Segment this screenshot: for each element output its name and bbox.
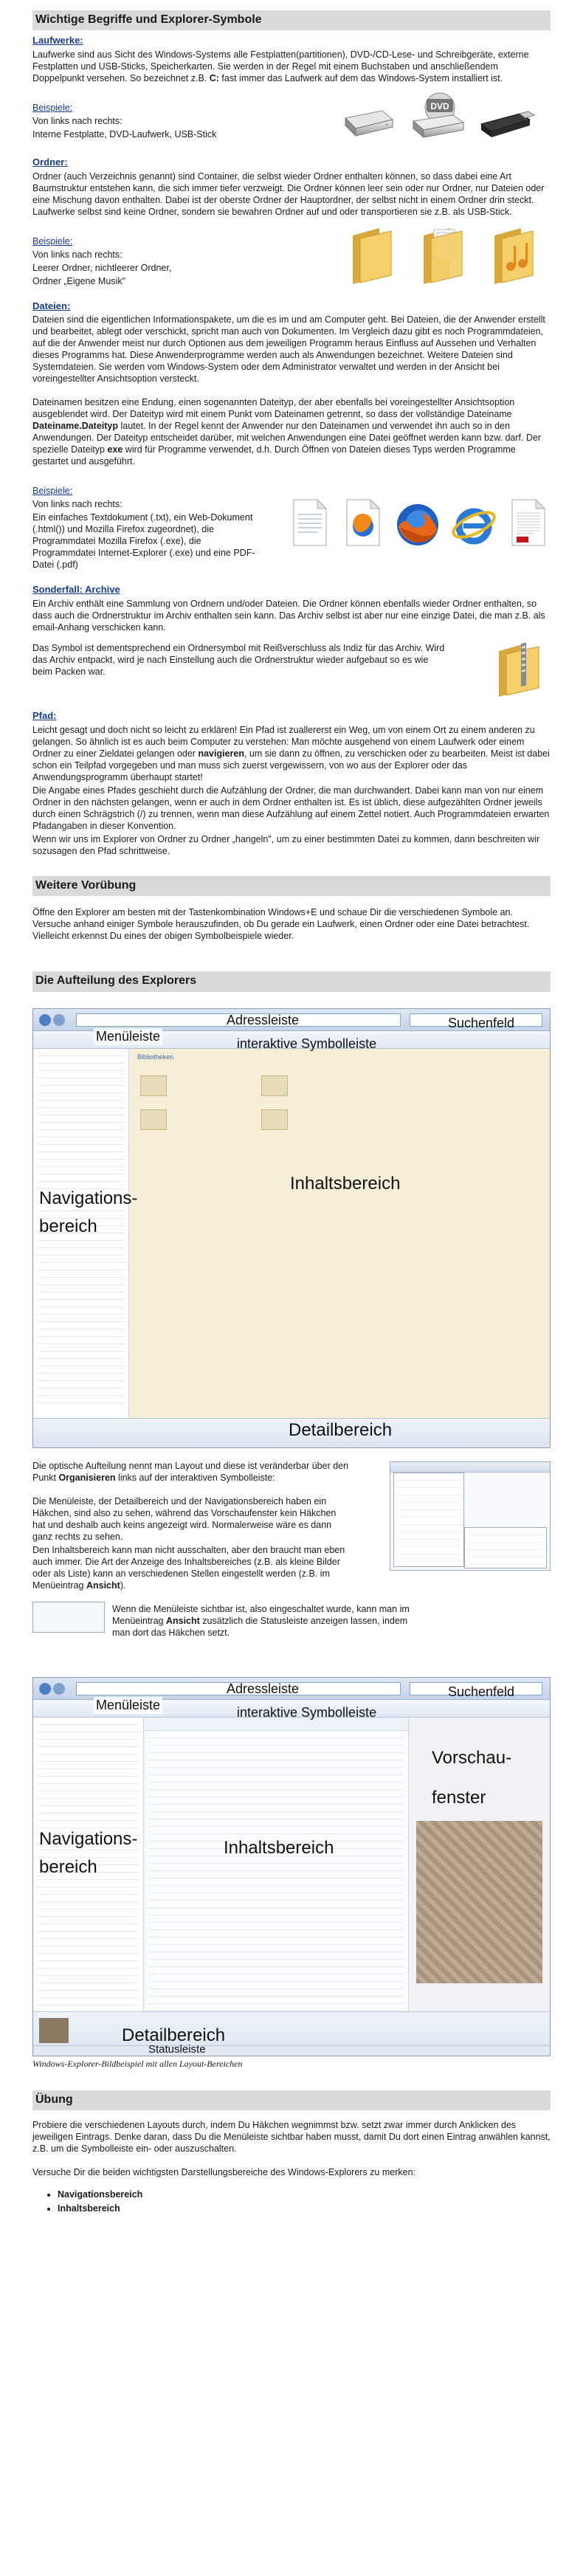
text-archive-2: Das Symbol ist dementsprechend ein Ordnersymbol mit Reißverschluss als Indiz für das Archiv. Wird das Archiv entpackt, wird je nach Einstellung auch die Ordnerstruktur wieder aufgebaut so es wie beim Packen war. <box>32 642 445 677</box>
statusleiste-row <box>32 1602 551 1639</box>
hard-drive-icon <box>338 99 397 143</box>
label-nav-line2: bereich <box>39 1216 97 1236</box>
label-nav-line1: Navigations- <box>39 1188 138 1208</box>
section-title-begriffe: Wichtige Begriffe und Explorer-Symbole <box>32 10 551 30</box>
label-adressleiste: Adressleiste <box>227 1681 300 1696</box>
dvd-label: DVD <box>430 101 449 112</box>
explorer-screenshot-1 <box>32 1008 551 1448</box>
example-line: Leerer Ordner, nichtleerer Ordner, <box>32 262 172 273</box>
ordner-example-row <box>32 225 551 287</box>
html-file-icon <box>341 497 385 548</box>
beispiele-label: Beispiele: <box>32 486 73 497</box>
library-icon <box>261 1109 288 1130</box>
text-ordner: Ordner (auch Verzeichnis genannt) sind Container, die selbst wieder Ordner enthalten können, so dass dabei eine Art Baumstruktur entstehen kann, die sich immer tiefer verzweigt. Die Ordner können leer sein oder nur Ordner, nur Dateien oder eine Mischung davon enthalten. Dabei ist der oberste Ordner der Hauptordner, der selbst nicht in einem Ordner drin steckt. Laufwerke selbst sind keine Ordner, sondern sie bewahren Ordner auf und oder transportieren sie z.B. als USB-Stick. <box>32 171 545 217</box>
ordner-example-text <box>32 225 276 287</box>
status-bar <box>33 2045 550 2056</box>
text-part: lautet. In der Regel kennt der Anwender nur den Dateinamen und verwendet ihn auch so in den Anwendungen. Der Dateityp entscheidet darüber, mit welchen Anwendungen eine Datei geöffnet werden kann bzw. darf. Der spezielle Dateityp <box>32 421 542 455</box>
forward-icon <box>53 1014 65 1026</box>
label-inhaltsbereich: Inhaltsbereich <box>224 1837 334 1858</box>
heading-ordner: Ordner: <box>32 156 68 168</box>
beispiele-label: Beispiele: <box>32 103 73 114</box>
heading-laufwerke: Laufwerke: <box>32 35 83 47</box>
ansicht-menu-thumbnail <box>32 1602 105 1633</box>
text-bold: Organisieren <box>58 1472 116 1483</box>
music-folder-icon <box>491 225 537 284</box>
section-title-vorübung: Weitere Vorübung <box>32 876 551 896</box>
text-aufteilung-3 <box>32 1544 350 1591</box>
label-nav-line1: Navigations- <box>39 1828 138 1849</box>
nonempty-folder-icon <box>421 225 466 284</box>
content-heading: Bibliotheken <box>137 1053 174 1061</box>
internet-explorer-icon <box>450 501 497 548</box>
example-line: Ordner „Eigene Musik" <box>32 275 126 286</box>
label-vorschau-line2: fenster <box>432 1787 486 1808</box>
content-pane <box>130 1049 550 1418</box>
screenshot-caption: Windows-Explorer-Bildbeispiel mit allen Layout-Bereichen <box>32 2058 243 2069</box>
layout-submenu <box>464 1527 547 1568</box>
label-symbolleiste: interaktive Symbolleiste <box>237 1036 377 1051</box>
text-part: , um sie dann zu öffnen, zu verschicken oder zu bearbeiten. Meist ist dabei schon ein Teilpfad vorgegeben und man muss sich zuerst vergewissern, von wo aus der Explorer oder das Anwendungsprogramm überhaupt startet! <box>32 748 550 782</box>
text-aufteilung-4 <box>112 1603 422 1639</box>
laufwerke-example-text <box>32 92 276 140</box>
label-vorschau-line1: Vorschau- <box>432 1747 512 1768</box>
organisieren-row <box>32 1459 551 1591</box>
text-uebung-1: Probiere die verschiedenen Layouts durch, indem Du Häkchen wegnimmst bzw. setzt zwar immer durch Anklicken des jeweiligen Eintrags. Denke daran, dass Du die Menüleiste sichtbar haben musst, damit Du dort einen Eintrag anwählen kannst, z.B. um die Symbolleiste ein- oder auszuschalten. <box>32 2120 551 2155</box>
text-bold: exe <box>107 444 123 455</box>
text-bold: Ansicht <box>165 1615 200 1626</box>
pdf-file-icon <box>506 497 551 548</box>
list-item: • Inhaltsbereich <box>58 2203 551 2214</box>
file-icons <box>288 497 551 548</box>
preview-image <box>416 1821 542 1983</box>
text-pfad-1 <box>32 724 551 783</box>
text-part: Wenn die Menüleiste sichtbar ist, also eingeschaltet wurde, kann man im Menüeintrag <box>112 1603 410 1626</box>
text-laufwerke <box>32 49 551 84</box>
label-detailbereich: Detailbereich <box>289 1419 393 1440</box>
example-line: Von links nach rechts: <box>32 499 123 510</box>
text-part: links auf der interaktiven Symbolleiste: <box>115 1472 275 1483</box>
text-dateien-2 <box>32 396 551 467</box>
dateien-example-text <box>32 475 258 571</box>
label-navigationsbereich <box>39 1185 137 1241</box>
text-pfad-3: Wenn wir uns im Explorer von Ordner zu Ordner „hangeln", um zu einer bestimmten Datei zu kommen, dann beschreiten wir sozusagen den Pfad schrittweise. <box>32 833 540 856</box>
section-title-uebung: Übung <box>32 2090 551 2110</box>
library-icon <box>140 1109 167 1130</box>
text-vorübung: Öffne den Explorer am besten mit der Tastenkombination Windows+E und schaue Dir die verschiedenen Symbole an. Versuche anhand einiger Symbole herauszufinden, ob Du gerade ein Laufwerk, einen Ordner oder eine Datei betrachtest. Vielleicht erkennst Du eines der obigen Symbolbeispiele wieder. <box>32 907 530 942</box>
organisieren-menu-screenshot <box>390 1461 551 1571</box>
beispiele-label: Beispiele: <box>32 235 73 247</box>
text-uebung-2: Versuche Dir die beiden wichtigsten Darstellungsbereiche des Windows-Explorers zu merken: <box>32 2167 415 2178</box>
detail-thumbnail <box>39 2018 69 2043</box>
label-suchenfeld: Suchenfeld <box>448 1684 515 1699</box>
text-part: Leicht gesagt und doch nicht so leicht zu erklären! Ein Pfad ist zuallererst ein Weg, um von einem Ort zu einem anderen zu gelangen. So ähnlich ist es auch beim Computer zu verstehen: Man möchte ausgehend von einem Laufwerk oder einem Ordner zu einer Zieldatei gelangen oder <box>32 724 535 759</box>
firefox-exe-icon <box>394 501 441 548</box>
label-menueleiste: Menüleiste <box>94 1697 162 1714</box>
uebung-list <box>58 2188 551 2214</box>
library-icon <box>140 1075 167 1096</box>
organisieren-dropdown <box>393 1473 464 1567</box>
list-item: • Navigationsbereich <box>58 2188 551 2200</box>
label-vorschaufenster <box>432 1744 511 1813</box>
text-part: ). <box>120 1580 126 1591</box>
example-line: Von links nach rechts: <box>32 116 123 127</box>
label-adressleiste: Adressleiste <box>227 1012 300 1027</box>
text-bold: Ansicht <box>86 1580 120 1591</box>
label-statusleiste: Statusleiste <box>148 2042 206 2056</box>
text-aufteilung-2: Die Menüleiste, der Detailbereich und der Navigationsbereich haben ein Häkchen, sind also zu sehen, während das Vorschaufenster kein Häkchen hat und deshalb auch keins angezeigt wird. Normalerweise wäre es dann ganz rechts zu sehen. <box>32 1495 337 1542</box>
detail-pane <box>33 2011 550 2056</box>
text-bold: Dateiname.Dateityp <box>32 421 119 432</box>
text-aufteilung-1 <box>32 1460 350 1484</box>
laufwerke-example-row <box>32 92 551 143</box>
library-icon <box>261 1075 288 1096</box>
label-inhaltsbereich: Inhaltsbereich <box>290 1173 401 1194</box>
content-pane <box>145 1718 408 2011</box>
heading-dateien: Dateien: <box>32 300 71 311</box>
text-pfad-2: Die Angabe eines Pfades geschieht durch die Aufzählung der Ordner, die man durchwandert. Dabei kann man von nur einem Ordner in den nächsten gelangen, wenn er auch in dem Ordner enthalten ist. Es ist üblich, diese aufgezählten Ordner jeweils durch einen Schrägstrich (/) zu trennen, wenn man diese Aufzählung auf einem Zettel notiert. Auch Programmdateien erwarten Pfadangaben in dieser Konvention. <box>32 785 550 831</box>
dvd-drive-icon <box>407 92 466 143</box>
archive-row <box>32 641 551 697</box>
organisieren-text <box>32 1459 350 1591</box>
text-archive-1: Ein Archiv enthält eine Sammlung von Ordnern und/oder Dateien. Die Ordner können ebenfalls wieder Ordner enthalten, so dass auch die Ordnerstruktur im Archiv enthalten sein kann. Das Archiv selbst ist aber nur eine einzige Datei, die man z.B. als email-Anhang verschicken kann. <box>32 598 545 633</box>
text-laufwerke-end: fast immer das Laufwerk auf dem das Windows-System installiert ist. <box>218 73 503 84</box>
drive-icons <box>338 92 536 143</box>
label-symbolleiste: interaktive Symbolleiste <box>237 1704 377 1720</box>
section-title-aufteilung: Die Aufteilung des Explorers <box>32 971 551 991</box>
empty-folder-icon <box>350 225 396 284</box>
dateien-example-row <box>32 475 551 571</box>
text-part: Dateinamen besitzen eine Endung, einen sogenannten Dateityp, der aber ebenfalls bei voreingestellter Ansichtsoption ausgeblendet wird. Der Dateityp wird mit einem Punkt vom Dateinamen getrennt, so dass der vollständige Dateiname <box>32 397 515 420</box>
example-line: Interne Festplatte, DVD-Laufwerk, USB-Stick <box>32 129 217 140</box>
heading-pfad: Pfad: <box>32 709 57 721</box>
text-part: Den Inhaltsbereich kann man nicht ausschalten, aber den braucht man eben auch immer. Die Art der Anzeige des Inhaltsbereiches (z.B. als kleine Bilder oder als Liste) kann an verschiedenen Stellen eingestellt werden (z.B. im Menüeintrag <box>32 1544 345 1591</box>
text-laufwerke-main: Laufwerke sind aus Sicht des Windows-Systems alle Festplatten(partitionen), DVD-/CD-Lese- und Schreibgeräte, externe Festplatten und USB-Sticks, Speicherkarten. Sie werden in der Regel mit einem Buchstaben und anschließendem Doppelpunkt versehen. So bezeichnet z.B. <box>32 49 529 84</box>
text-part: Die optische Aufteilung nennt man Layout und diese ist veränderbar über den Punkt <box>32 1460 349 1483</box>
example-line: Ein einfaches Textdokument (.txt), ein Web-Dokument (.html()) und Mozilla Firefox zugeordnet), die Programmdatei Mozilla Firefox (.exe), die Programmdatei Internet-Explorer (.exe) und eine PDF-Datei (.pdf) <box>32 512 255 571</box>
label-suchenfeld: Suchenfeld <box>448 1015 515 1030</box>
back-icon <box>39 1014 51 1026</box>
usb-stick-icon <box>477 106 536 143</box>
text-part: zusätzlich die Statusleiste anzeigen lassen, indem man dort das Häkchen setzt. <box>112 1615 408 1638</box>
document-page <box>0 10 583 2244</box>
label-detailbereich: Detailbereich <box>122 2025 226 2045</box>
example-line: Von links nach rechts: <box>32 249 123 260</box>
zip-folder-icon <box>496 641 543 697</box>
heading-archive: Sonderfall: Archive <box>32 584 120 596</box>
forward-icon <box>53 1683 65 1695</box>
text-dateien-1: Dateien sind die eigentlichen Informationspakete, um die es im und am Computer geht. Bei Dateien, die der Anwender erstellt und bearbeitet, ablegt oder verschickt, spricht man auch von Dokumenten. Im Vergleich dazu gibt es noch Programmdateien, auf die der Anwender meist nur durch Optionen aus dem jeweiligen Programm heraus Einfluss auf Aussehen und Verhalten dieses Programms hat. Diese Anwenderprogramme werden auch als Anwendungen bezeichnet. Weitere Dateien sind Systemdateien. Sie werden vom Windows-System oder dem Administrator verwaltet und werden in der Ansicht bei voreingestellter Ansichtsoption versteckt. <box>32 314 545 385</box>
label-nav-line2: bereich <box>39 1856 97 1877</box>
text-part: wird für Programme verwendet, d.h. Durch Öffnen von Dateien dieses Typs werden Programme gestartet und ausgeführt. <box>32 444 516 467</box>
label-menueleiste: Menüleiste <box>94 1028 162 1045</box>
folder-icons <box>350 225 537 284</box>
text-laufwerke-bold: C: <box>209 73 219 84</box>
back-icon <box>39 1683 51 1695</box>
explorer-screenshot-2 <box>32 1677 551 2056</box>
label-navigationsbereich <box>39 1825 137 1882</box>
text-file-icon <box>288 497 332 548</box>
text-bold: navigieren <box>198 748 244 759</box>
